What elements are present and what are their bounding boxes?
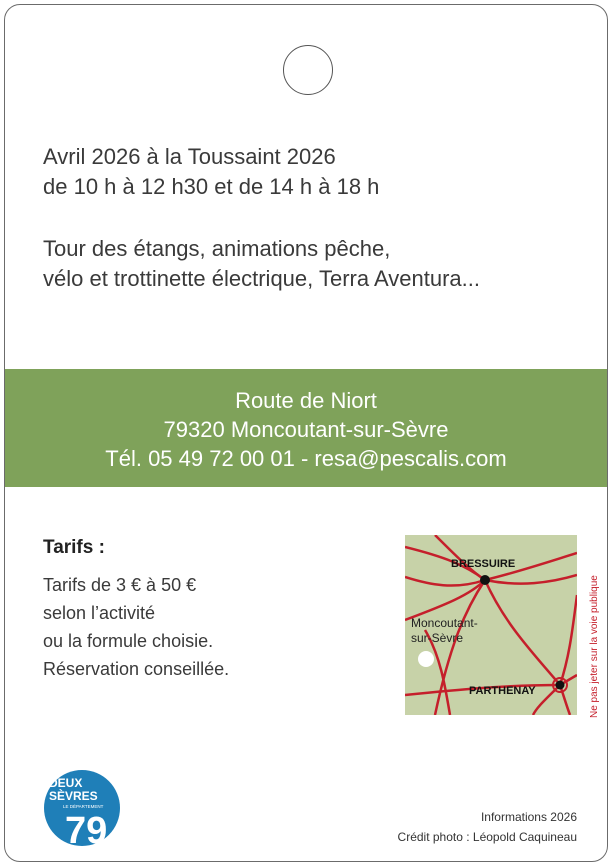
footer-credit: Crédit photo : Léopold Caquineau	[397, 830, 577, 844]
activities-text	[43, 234, 480, 294]
address-line-1: Route de Niort	[235, 388, 377, 413]
tarifs-line-3: ou la formule choisie.	[43, 631, 214, 651]
logo-text-1: DEUX	[49, 776, 83, 790]
flyer-card	[4, 4, 608, 862]
map-label-bressuire: BRESSUIRE	[451, 558, 516, 570]
opening-schedule	[43, 142, 379, 202]
logo-text-3: LE DÉPARTEMENT	[63, 804, 104, 809]
schedule-hours: de 10 h à 12 h30 et de 14 h à 18 h	[43, 174, 380, 199]
footer-info: Informations 2026	[480, 810, 577, 824]
activities-line-2: vélo et trottinette électrique, Terra Aventura...	[43, 266, 480, 291]
map-label-location-2: sur-Sèvre	[411, 631, 464, 645]
punch-hole	[283, 45, 333, 95]
bressuire-marker	[480, 575, 490, 585]
tarifs-line-1: Tarifs de 3 € à 50 €	[43, 575, 197, 595]
schedule-period: Avril 2026 à la Toussaint 2026	[43, 144, 336, 169]
map-label-parthenay: PARTHENAY	[469, 685, 536, 697]
contact-band	[5, 369, 607, 487]
activities-line-1: Tour des étangs, animations pêche,	[43, 236, 391, 261]
location-map	[405, 535, 577, 715]
tarifs-line-4: Réservation conseillée.	[43, 659, 230, 679]
tarifs-line-2: selon l’activité	[43, 603, 156, 623]
logo-text-2: SÈVRES	[49, 789, 98, 803]
disposal-notice	[585, 560, 603, 720]
logo-number: 79	[65, 810, 108, 849]
tarifs-title: Tarifs :	[43, 537, 105, 558]
parthenay-marker	[556, 681, 565, 690]
disposal-notice-text: Ne pas jeter sur la voie publique	[589, 575, 600, 718]
tarifs-text	[43, 571, 229, 683]
phone-email: Tél. 05 49 72 00 01 - resa@pescalis.com	[105, 446, 507, 471]
deux-sevres-logo	[41, 767, 123, 849]
moncoutant-marker	[418, 651, 434, 667]
map-label-location-1: Moncoutant-	[411, 616, 478, 630]
address-line-2: 79320 Moncoutant-sur-Sèvre	[163, 417, 449, 442]
footer	[398, 807, 577, 847]
